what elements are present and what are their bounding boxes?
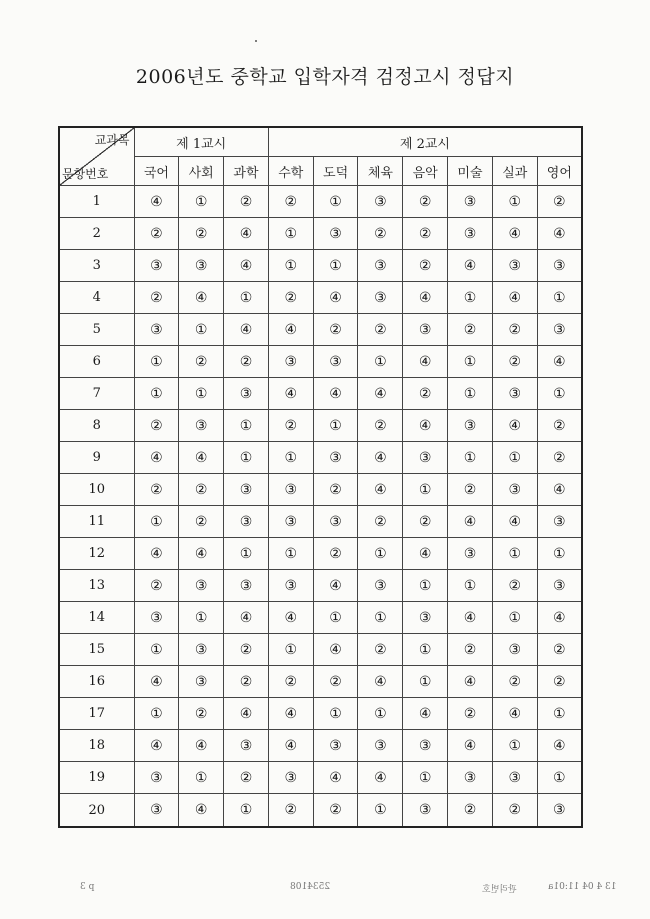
answer-cell: ② bbox=[537, 666, 582, 698]
answer-cell: ① bbox=[179, 378, 224, 410]
answer-cell: ② bbox=[134, 410, 179, 442]
answer-cell: ③ bbox=[403, 314, 448, 346]
answer-cell: ④ bbox=[403, 410, 448, 442]
subject-header: 수학 bbox=[268, 157, 313, 186]
answer-cell: ③ bbox=[492, 378, 537, 410]
answer-cell: ④ bbox=[134, 442, 179, 474]
answer-cell: ① bbox=[224, 410, 269, 442]
table-row bbox=[59, 186, 582, 218]
answer-cell: ③ bbox=[268, 570, 313, 602]
table-row bbox=[59, 794, 582, 827]
answer-cell: ② bbox=[268, 410, 313, 442]
answer-cell: ① bbox=[313, 698, 358, 730]
answer-cell: ② bbox=[313, 666, 358, 698]
answer-cell: ① bbox=[403, 474, 448, 506]
answer-cell: ② bbox=[224, 186, 269, 218]
answer-cell: ① bbox=[537, 282, 582, 314]
answer-cell: ① bbox=[492, 730, 537, 762]
answer-cell: ① bbox=[537, 762, 582, 794]
answer-cell: ② bbox=[358, 634, 403, 666]
answer-cell: ① bbox=[268, 250, 313, 282]
answer-cell: ③ bbox=[403, 794, 448, 827]
question-number: 5 bbox=[59, 314, 134, 346]
answer-cell: ③ bbox=[492, 250, 537, 282]
footer-management-label: 관리번호 bbox=[482, 885, 517, 895]
answer-cell: ③ bbox=[492, 762, 537, 794]
answer-cell: ① bbox=[537, 698, 582, 730]
answer-cell: ④ bbox=[134, 186, 179, 218]
corner-subject-label: 교과목 bbox=[94, 133, 130, 147]
answer-cell: ③ bbox=[537, 506, 582, 538]
corner-question-label: 문항번호 bbox=[62, 167, 109, 181]
answer-cell: ② bbox=[224, 634, 269, 666]
answer-cell: ② bbox=[313, 474, 358, 506]
answer-cell: ① bbox=[313, 410, 358, 442]
answer-cell: ④ bbox=[179, 730, 224, 762]
answer-cell: ④ bbox=[448, 506, 493, 538]
answer-cell: ① bbox=[179, 314, 224, 346]
answer-cell: ③ bbox=[268, 474, 313, 506]
answer-cell: ④ bbox=[537, 346, 582, 378]
answer-cell: ② bbox=[403, 506, 448, 538]
answer-cell: ① bbox=[358, 538, 403, 570]
answer-cell: ④ bbox=[537, 602, 582, 634]
answer-cell: ④ bbox=[448, 602, 493, 634]
answer-cell: ② bbox=[492, 666, 537, 698]
question-number: 20 bbox=[59, 794, 134, 827]
answer-cell: ③ bbox=[403, 730, 448, 762]
answer-cell: ④ bbox=[179, 538, 224, 570]
answer-cell: ② bbox=[448, 474, 493, 506]
answer-cell: ① bbox=[358, 698, 403, 730]
period-1-header: 제 1교시 bbox=[134, 127, 268, 157]
answer-cell: ③ bbox=[224, 570, 269, 602]
table-row bbox=[59, 570, 582, 602]
answer-cell: ① bbox=[448, 570, 493, 602]
answer-cell: ③ bbox=[313, 346, 358, 378]
table-row bbox=[59, 378, 582, 410]
answer-cell: ② bbox=[224, 666, 269, 698]
table-row bbox=[59, 282, 582, 314]
table-row bbox=[59, 538, 582, 570]
answer-cell: ① bbox=[492, 442, 537, 474]
question-number: 11 bbox=[59, 506, 134, 538]
answer-cell: ② bbox=[448, 698, 493, 730]
answer-cell: ④ bbox=[492, 410, 537, 442]
answer-cell: ④ bbox=[313, 378, 358, 410]
answer-cell: ② bbox=[448, 794, 493, 827]
answer-cell: ④ bbox=[358, 442, 403, 474]
table-row bbox=[59, 602, 582, 634]
answer-cell: ② bbox=[403, 378, 448, 410]
table-row bbox=[59, 762, 582, 794]
answer-cell: ② bbox=[224, 346, 269, 378]
answer-cell: ③ bbox=[448, 762, 493, 794]
answer-cell: ① bbox=[403, 570, 448, 602]
answer-cell: ③ bbox=[448, 218, 493, 250]
answer-cell: ① bbox=[134, 634, 179, 666]
answer-cell: ① bbox=[492, 602, 537, 634]
answer-cell: ④ bbox=[313, 570, 358, 602]
answer-cell: ① bbox=[403, 762, 448, 794]
table-row bbox=[59, 474, 582, 506]
answer-cell: ② bbox=[313, 794, 358, 827]
answer-cell: ① bbox=[313, 250, 358, 282]
answer-cell: ④ bbox=[268, 698, 313, 730]
question-number: 2 bbox=[59, 218, 134, 250]
answer-cell: ③ bbox=[268, 762, 313, 794]
answer-cell: ③ bbox=[224, 506, 269, 538]
table-row bbox=[59, 634, 582, 666]
answer-cell: ④ bbox=[537, 474, 582, 506]
answer-cell: ② bbox=[448, 634, 493, 666]
period-2-header: 제 2교시 bbox=[268, 127, 582, 157]
answer-cell: ④ bbox=[224, 698, 269, 730]
answer-cell: ④ bbox=[537, 218, 582, 250]
answer-cell: ④ bbox=[313, 282, 358, 314]
answer-cell: ④ bbox=[313, 634, 358, 666]
answer-cell: ③ bbox=[313, 730, 358, 762]
question-number: 16 bbox=[59, 666, 134, 698]
answer-cell: ③ bbox=[134, 762, 179, 794]
answer-cell: ② bbox=[403, 250, 448, 282]
answer-cell: ③ bbox=[358, 730, 403, 762]
table-row bbox=[59, 346, 582, 378]
subject-header: 음악 bbox=[403, 157, 448, 186]
answer-cell: ① bbox=[448, 378, 493, 410]
answer-cell: ④ bbox=[492, 218, 537, 250]
question-number: 14 bbox=[59, 602, 134, 634]
scan-speck bbox=[255, 40, 257, 42]
answer-cell: ① bbox=[403, 634, 448, 666]
question-number: 9 bbox=[59, 442, 134, 474]
answer-cell: ④ bbox=[268, 378, 313, 410]
answer-cell: ① bbox=[224, 282, 269, 314]
answer-cell: ② bbox=[358, 410, 403, 442]
answer-cell: ③ bbox=[224, 730, 269, 762]
table-row bbox=[59, 698, 582, 730]
table-row bbox=[59, 506, 582, 538]
question-number: 15 bbox=[59, 634, 134, 666]
answer-cell: ④ bbox=[358, 666, 403, 698]
footer-document-id: 2534108 bbox=[290, 882, 331, 892]
answer-cell: ④ bbox=[492, 698, 537, 730]
answer-cell: ④ bbox=[403, 346, 448, 378]
answer-cell: ② bbox=[179, 218, 224, 250]
subject-header-row bbox=[59, 157, 582, 186]
table-row bbox=[59, 218, 582, 250]
answer-cell: ② bbox=[403, 218, 448, 250]
answer-cell: ③ bbox=[537, 314, 582, 346]
answer-cell: ④ bbox=[403, 538, 448, 570]
answer-cell: ③ bbox=[179, 250, 224, 282]
answer-cell: ② bbox=[179, 506, 224, 538]
answer-cell: ③ bbox=[537, 250, 582, 282]
answer-cell: ② bbox=[134, 570, 179, 602]
answer-cell: ① bbox=[313, 602, 358, 634]
answer-cell: ① bbox=[134, 506, 179, 538]
answer-cell: ② bbox=[448, 314, 493, 346]
answer-rows bbox=[59, 186, 582, 828]
answer-cell: ③ bbox=[448, 538, 493, 570]
answer-cell: ③ bbox=[358, 186, 403, 218]
footer-fax-stamp: 13 4 04 11:01a bbox=[548, 882, 617, 892]
answer-cell: ③ bbox=[403, 602, 448, 634]
answer-cell: ④ bbox=[179, 794, 224, 827]
answer-cell: ④ bbox=[537, 730, 582, 762]
answer-cell: ① bbox=[358, 602, 403, 634]
answer-cell: ① bbox=[448, 282, 493, 314]
answer-cell: ② bbox=[537, 634, 582, 666]
answer-cell: ① bbox=[134, 346, 179, 378]
answer-cell: ② bbox=[492, 346, 537, 378]
answer-cell: ① bbox=[179, 762, 224, 794]
subject-header: 체육 bbox=[358, 157, 403, 186]
answer-cell: ① bbox=[134, 378, 179, 410]
answer-cell: ③ bbox=[268, 506, 313, 538]
answer-cell: ② bbox=[268, 282, 313, 314]
answer-cell: ③ bbox=[448, 186, 493, 218]
subject-header: 국어 bbox=[134, 157, 179, 186]
answer-cell: ② bbox=[268, 794, 313, 827]
answer-cell: ① bbox=[537, 538, 582, 570]
answer-cell: ④ bbox=[313, 762, 358, 794]
page-title: 2006년도 중학교 입학자격 검정고시 정답지 bbox=[135, 66, 515, 88]
answer-cell: ③ bbox=[448, 410, 493, 442]
answer-cell: ④ bbox=[448, 250, 493, 282]
answer-cell: ② bbox=[358, 218, 403, 250]
answer-cell: ④ bbox=[358, 762, 403, 794]
answer-cell: ③ bbox=[224, 474, 269, 506]
answer-cell: ① bbox=[268, 538, 313, 570]
answer-cell: ④ bbox=[134, 666, 179, 698]
subject-header: 미술 bbox=[448, 157, 493, 186]
answer-cell: ③ bbox=[313, 218, 358, 250]
question-number: 10 bbox=[59, 474, 134, 506]
subject-header: 실과 bbox=[492, 157, 537, 186]
answer-cell: ① bbox=[134, 698, 179, 730]
question-number: 8 bbox=[59, 410, 134, 442]
question-number: 4 bbox=[59, 282, 134, 314]
question-number: 13 bbox=[59, 570, 134, 602]
answer-cell: ③ bbox=[492, 634, 537, 666]
answer-cell: ④ bbox=[179, 442, 224, 474]
question-number: 17 bbox=[59, 698, 134, 730]
answer-cell: ③ bbox=[313, 506, 358, 538]
answer-cell: ④ bbox=[403, 698, 448, 730]
answer-cell: ② bbox=[492, 314, 537, 346]
answer-cell: ① bbox=[448, 346, 493, 378]
question-number: 6 bbox=[59, 346, 134, 378]
answer-cell: ③ bbox=[492, 474, 537, 506]
answer-cell: ③ bbox=[358, 250, 403, 282]
answer-cell: ③ bbox=[134, 602, 179, 634]
question-number: 12 bbox=[59, 538, 134, 570]
answer-cell: ② bbox=[358, 314, 403, 346]
answer-cell: ④ bbox=[224, 218, 269, 250]
footer-page-number: p 3 bbox=[80, 882, 95, 892]
answer-cell: ④ bbox=[403, 282, 448, 314]
answer-cell: ② bbox=[134, 474, 179, 506]
answer-cell: ① bbox=[492, 538, 537, 570]
answer-cell: ③ bbox=[537, 570, 582, 602]
answer-cell: ② bbox=[134, 282, 179, 314]
question-number: 7 bbox=[59, 378, 134, 410]
answer-cell: ① bbox=[313, 186, 358, 218]
answer-cell: ① bbox=[179, 602, 224, 634]
answer-cell: ① bbox=[268, 218, 313, 250]
answer-cell: ② bbox=[537, 410, 582, 442]
answer-cell: ② bbox=[268, 186, 313, 218]
question-number: 19 bbox=[59, 762, 134, 794]
answer-cell: ④ bbox=[358, 378, 403, 410]
answer-cell: ③ bbox=[358, 570, 403, 602]
answer-cell: ② bbox=[179, 474, 224, 506]
answer-cell: ② bbox=[313, 314, 358, 346]
answer-cell: ③ bbox=[179, 666, 224, 698]
answer-cell: ① bbox=[224, 442, 269, 474]
subject-header: 사회 bbox=[179, 157, 224, 186]
answer-cell: ① bbox=[268, 442, 313, 474]
answer-cell: ① bbox=[403, 666, 448, 698]
answer-cell: ④ bbox=[448, 666, 493, 698]
answer-cell: ② bbox=[179, 698, 224, 730]
table-row bbox=[59, 314, 582, 346]
answer-cell: ③ bbox=[268, 346, 313, 378]
table-row bbox=[59, 250, 582, 282]
answer-cell: ④ bbox=[268, 314, 313, 346]
answer-cell: ③ bbox=[224, 378, 269, 410]
answer-cell: ① bbox=[268, 634, 313, 666]
answer-cell: ③ bbox=[537, 794, 582, 827]
answer-cell: ① bbox=[224, 794, 269, 827]
answer-cell: ② bbox=[179, 346, 224, 378]
answer-cell: ② bbox=[358, 506, 403, 538]
answer-cell: ④ bbox=[448, 730, 493, 762]
table-row bbox=[59, 410, 582, 442]
answer-cell: ④ bbox=[224, 314, 269, 346]
answer-cell: ④ bbox=[224, 250, 269, 282]
answer-cell: ③ bbox=[179, 634, 224, 666]
answer-cell: ① bbox=[358, 794, 403, 827]
answer-cell: ① bbox=[358, 346, 403, 378]
question-number: 1 bbox=[59, 186, 134, 218]
answer-cell: ② bbox=[313, 538, 358, 570]
answer-cell: ① bbox=[537, 378, 582, 410]
answer-cell: ① bbox=[224, 538, 269, 570]
answer-cell: ③ bbox=[179, 410, 224, 442]
answer-cell: ③ bbox=[403, 442, 448, 474]
answer-cell: ③ bbox=[313, 442, 358, 474]
table-row bbox=[59, 442, 582, 474]
answer-cell: ④ bbox=[492, 282, 537, 314]
answer-cell: ④ bbox=[268, 730, 313, 762]
question-number: 3 bbox=[59, 250, 134, 282]
table-row bbox=[59, 666, 582, 698]
answer-cell: ① bbox=[179, 186, 224, 218]
answer-cell: ② bbox=[537, 186, 582, 218]
answer-cell: ④ bbox=[492, 506, 537, 538]
answer-cell: ③ bbox=[134, 314, 179, 346]
answer-cell: ③ bbox=[134, 794, 179, 827]
answer-cell: ③ bbox=[134, 250, 179, 282]
answer-cell: ② bbox=[492, 570, 537, 602]
answer-cell: ④ bbox=[179, 282, 224, 314]
table-corner-header bbox=[59, 127, 134, 186]
subject-header: 과학 bbox=[224, 157, 269, 186]
answer-cell: ④ bbox=[268, 602, 313, 634]
answer-cell: ① bbox=[448, 442, 493, 474]
subject-header: 영어 bbox=[537, 157, 582, 186]
answer-cell: ③ bbox=[179, 570, 224, 602]
answer-cell: ④ bbox=[134, 730, 179, 762]
answer-cell: ④ bbox=[134, 538, 179, 570]
subject-header: 도덕 bbox=[313, 157, 358, 186]
answer-cell: ④ bbox=[358, 474, 403, 506]
question-number: 18 bbox=[59, 730, 134, 762]
answer-cell: ① bbox=[492, 186, 537, 218]
answer-cell: ② bbox=[134, 218, 179, 250]
answer-cell: ② bbox=[537, 442, 582, 474]
answer-cell: ② bbox=[403, 186, 448, 218]
answer-cell: ③ bbox=[358, 282, 403, 314]
table-row bbox=[59, 730, 582, 762]
answer-cell: ② bbox=[268, 666, 313, 698]
answer-key-table bbox=[58, 126, 583, 828]
answer-cell: ② bbox=[492, 794, 537, 827]
answer-cell: ② bbox=[224, 762, 269, 794]
answer-cell: ④ bbox=[224, 602, 269, 634]
